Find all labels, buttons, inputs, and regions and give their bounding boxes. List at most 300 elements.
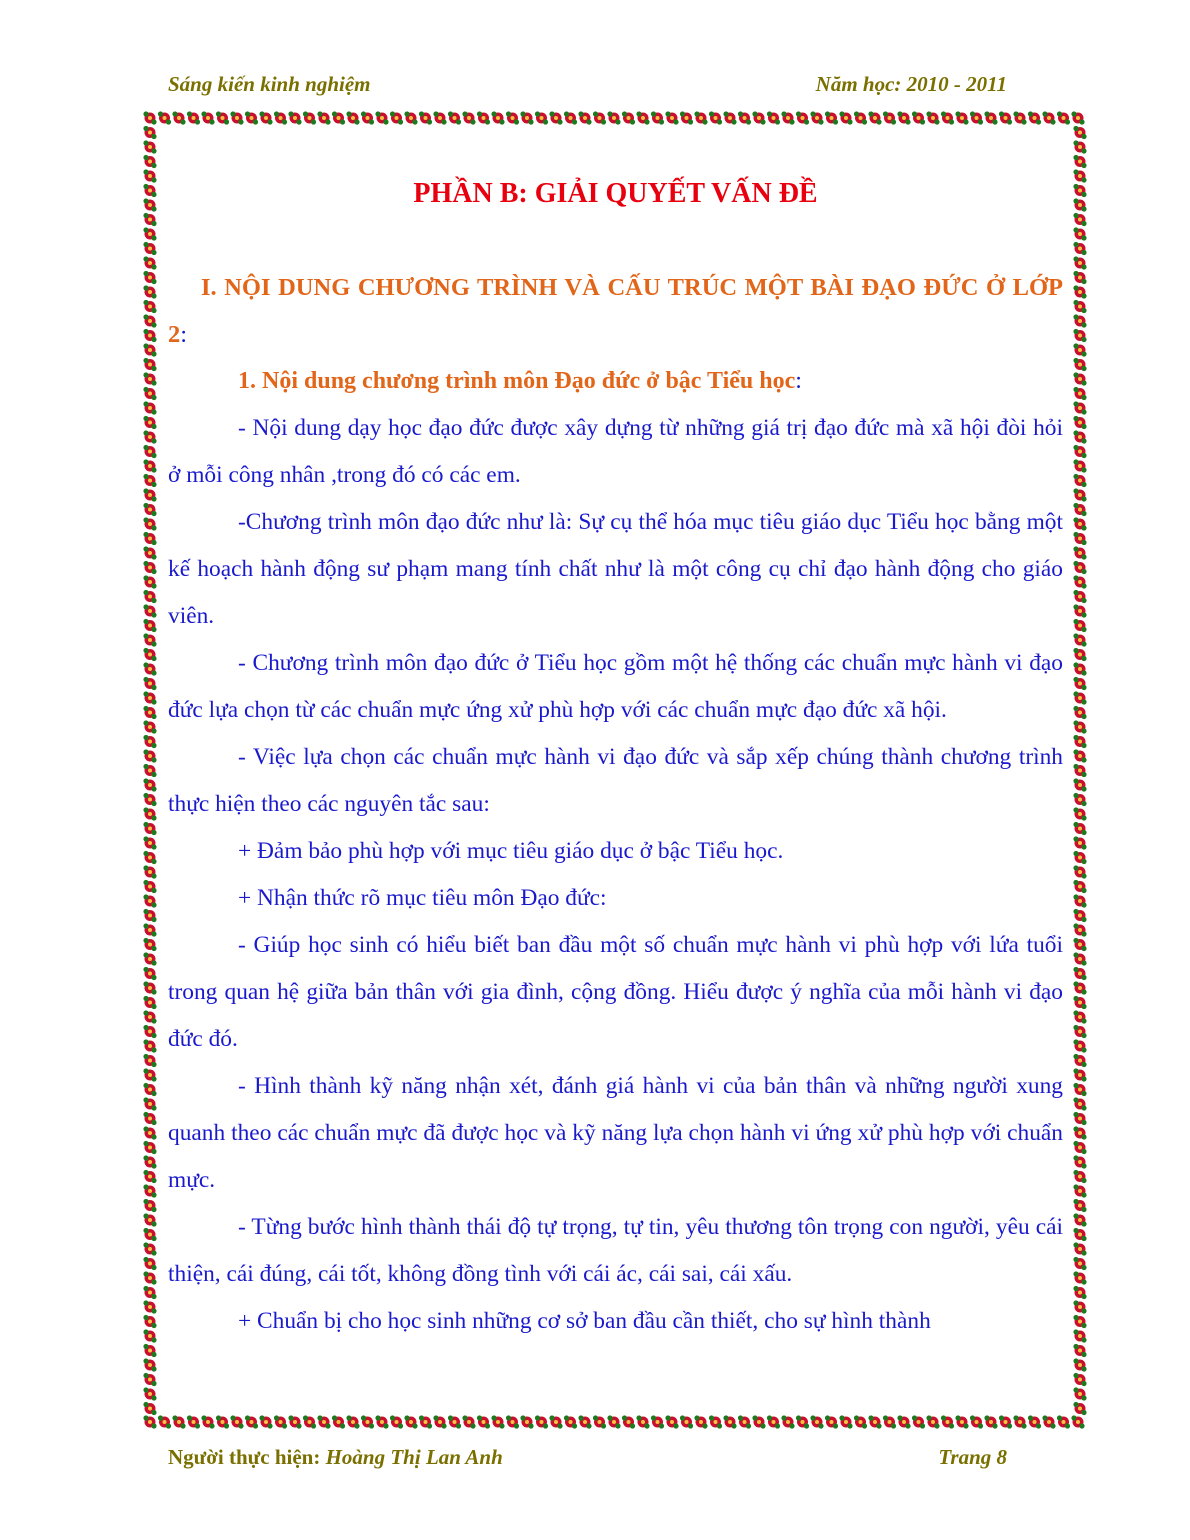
border-flower-ornament xyxy=(1057,1415,1070,1428)
border-flower-ornament xyxy=(143,1329,156,1342)
border-flower-ornament xyxy=(143,865,156,878)
border-flower-ornament xyxy=(143,735,156,748)
border-flower-ornament xyxy=(143,271,156,284)
border-flower-ornament xyxy=(143,459,156,472)
border-flower-ornament xyxy=(839,111,852,124)
border-flower-ornament xyxy=(1073,1141,1086,1154)
border-flower-ornament xyxy=(143,662,156,675)
section-heading-text: I. NỘI DUNG CHƯƠNG TRÌNH VÀ CẤU TRÚC MỘT BÀI ĐẠO ĐỨC Ở LỚP 2 xyxy=(168,274,1063,348)
border-flower-ornament xyxy=(143,691,156,704)
border-flower-ornament xyxy=(1071,1415,1084,1428)
border-flower-ornament xyxy=(1073,1387,1086,1400)
paragraph: - Việc lựa chọn các chuẩn mực hành vi đạo đức và sắp xếp chúng thành chương trình thực hiện theo các nguyên tắc sau: xyxy=(168,744,1063,817)
border-flower-ornament xyxy=(477,1415,490,1428)
border-flower-ornament xyxy=(143,807,156,820)
footer-author-name: Hoàng Thị Lan Anh xyxy=(325,1445,503,1469)
border-flower-ornament xyxy=(404,1415,417,1428)
border-flower-ornament xyxy=(143,720,156,733)
border-flower-ornament xyxy=(143,1155,156,1168)
border-flower-ornament xyxy=(375,1415,388,1428)
border-flower-ornament xyxy=(1073,256,1086,269)
border-flower-ornament xyxy=(143,256,156,269)
border-flower-ornament xyxy=(506,1415,519,1428)
border-flower-ornament xyxy=(201,1415,214,1428)
border-flower-ornament xyxy=(1073,706,1086,719)
border-flower-ornament xyxy=(709,111,722,124)
border-flower-ornament xyxy=(984,1415,997,1428)
border-flower-ornament xyxy=(143,981,156,994)
border-flower-ornament xyxy=(245,1415,258,1428)
paragraph: + Chuẩn bị cho học sinh những cơ sở ban đầu cần thiết, cho sự hình thành xyxy=(238,1308,931,1334)
border-flower-ornament xyxy=(143,1054,156,1067)
border-flower-ornament xyxy=(665,1415,678,1428)
border-flower-ornament xyxy=(187,1415,200,1428)
border-flower-ornament xyxy=(143,1242,156,1255)
border-flower-ornament xyxy=(1073,822,1086,835)
footer-author xyxy=(168,1445,503,1470)
border-flower-ornament xyxy=(1073,546,1086,559)
document-body xyxy=(168,170,1063,1345)
header-right-text: Năm học: 2010 - 2011 xyxy=(815,72,1007,96)
border-flower-ornament xyxy=(1073,1286,1086,1299)
border-flower-ornament xyxy=(1073,517,1086,530)
border-flower-ornament xyxy=(578,1415,591,1428)
border-flower-ornament xyxy=(1073,314,1086,327)
border-flower-ornament xyxy=(636,1415,649,1428)
border-flower-ornament xyxy=(361,111,374,124)
border-flower-ornament xyxy=(143,343,156,356)
border-flower-ornament xyxy=(1073,1010,1086,1023)
border-flower-ornament xyxy=(143,1300,156,1313)
border-flower-ornament xyxy=(897,1415,910,1428)
border-flower-ornament xyxy=(143,1112,156,1125)
border-flower-ornament xyxy=(984,111,997,124)
border-flower-ornament xyxy=(317,1415,330,1428)
border-flower-ornament xyxy=(1073,778,1086,791)
border-flower-ornament xyxy=(143,213,156,226)
border-flower-ornament xyxy=(1073,1155,1086,1168)
border-flower-ornament xyxy=(448,1415,461,1428)
border-flower-ornament xyxy=(1073,459,1086,472)
border-flower-ornament xyxy=(143,1126,156,1139)
border-flower-ornament xyxy=(230,1415,243,1428)
border-flower-ornament xyxy=(143,503,156,516)
border-flower-ornament xyxy=(738,1415,751,1428)
border-flower-ornament xyxy=(955,111,968,124)
border-flower-ornament xyxy=(1073,604,1086,617)
border-flower-ornament xyxy=(970,1415,983,1428)
border-flower-ornament xyxy=(1073,923,1086,936)
border-flower-ornament xyxy=(143,300,156,313)
border-flower-ornament xyxy=(723,1415,736,1428)
border-flower-ornament xyxy=(143,764,156,777)
border-flower-ornament xyxy=(1073,416,1086,429)
border-flower-ornament xyxy=(636,111,649,124)
border-flower-ornament xyxy=(868,1415,881,1428)
border-flower-ornament xyxy=(1073,387,1086,400)
border-flower-ornament xyxy=(912,111,925,124)
border-flower-ornament xyxy=(564,111,577,124)
border-flower-ornament xyxy=(143,1402,156,1415)
border-flower-ornament xyxy=(143,1387,156,1400)
border-flower-ornament xyxy=(1073,430,1086,443)
border-flower-ornament xyxy=(143,677,156,690)
border-flower-ornament xyxy=(854,111,867,124)
border-flower-ornament xyxy=(622,1415,635,1428)
border-flower-ornament xyxy=(433,111,446,124)
border-flower-ornament xyxy=(1073,532,1086,545)
border-flower-ornament xyxy=(143,633,156,646)
border-flower-ornament xyxy=(1028,1415,1041,1428)
border-flower-ornament xyxy=(143,285,156,298)
border-flower-ornament xyxy=(143,445,156,458)
border-flower-ornament xyxy=(506,111,519,124)
border-flower-ornament xyxy=(477,111,490,124)
border-flower-ornament xyxy=(158,111,171,124)
border-flower-ornament xyxy=(1073,445,1086,458)
border-flower-ornament xyxy=(1073,155,1086,168)
border-flower-ornament xyxy=(404,111,417,124)
border-flower-ornament xyxy=(1073,343,1086,356)
border-flower-ornament xyxy=(143,416,156,429)
border-flower-ornament xyxy=(390,1415,403,1428)
border-flower-ornament xyxy=(694,1415,707,1428)
border-flower-ornament xyxy=(433,1415,446,1428)
border-flower-ornament xyxy=(1013,1415,1026,1428)
border-flower-ornament xyxy=(1073,1315,1086,1328)
border-flower-ornament xyxy=(1073,633,1086,646)
border-flower-ornament xyxy=(303,111,316,124)
border-flower-ornament xyxy=(941,111,954,124)
paragraph: - Hình thành kỹ năng nhận xét, đánh giá hành vi của bản thân và những người xung quanh theo các chuẩn mực đã được học và kỹ năng lựa chọn hành vi ứng xử phù hợp với chuẩn mực. xyxy=(168,1073,1063,1193)
border-flower-ornament xyxy=(593,111,606,124)
border-flower-ornament xyxy=(970,111,983,124)
border-flower-ornament xyxy=(1073,227,1086,240)
border-flower-ornament xyxy=(491,111,504,124)
border-flower-ornament xyxy=(1073,996,1086,1009)
border-flower-ornament xyxy=(535,1415,548,1428)
border-flower-ornament xyxy=(230,111,243,124)
border-flower-ornament xyxy=(1073,1228,1086,1241)
border-flower-ornament xyxy=(1073,865,1086,878)
border-flower-ornament xyxy=(1073,372,1086,385)
border-flower-ornament xyxy=(1073,1068,1086,1081)
border-flower-ornament xyxy=(593,1415,606,1428)
border-flower-ornament xyxy=(143,851,156,864)
border-flower-ornament xyxy=(709,1415,722,1428)
border-flower-ornament xyxy=(1073,285,1086,298)
border-flower-ornament xyxy=(1073,401,1086,414)
border-flower-ornament xyxy=(520,1415,533,1428)
border-flower-ornament xyxy=(1073,198,1086,211)
border-flower-ornament xyxy=(143,1097,156,1110)
border-flower-ornament xyxy=(361,1415,374,1428)
border-flower-ornament xyxy=(143,1141,156,1154)
border-flower-ornament xyxy=(1073,894,1086,907)
border-flower-ornament xyxy=(390,111,403,124)
border-flower-ornament xyxy=(143,1199,156,1212)
border-flower-ornament xyxy=(143,126,156,139)
border-flower-ornament xyxy=(723,111,736,124)
border-flower-ornament xyxy=(1073,1300,1086,1313)
border-flower-ornament xyxy=(143,155,156,168)
border-flower-ornament xyxy=(1073,488,1086,501)
subsection-heading xyxy=(168,358,1063,405)
border-flower-ornament xyxy=(143,198,156,211)
border-flower-ornament xyxy=(694,111,707,124)
border-flower-ornament xyxy=(549,1415,562,1428)
border-flower-ornament xyxy=(143,1213,156,1226)
border-flower-ornament xyxy=(143,184,156,197)
border-flower-ornament xyxy=(143,488,156,501)
border-flower-ornament xyxy=(752,111,765,124)
border-flower-ornament xyxy=(1073,329,1086,342)
border-flower-ornament xyxy=(810,1415,823,1428)
border-flower-ornament xyxy=(1073,909,1086,922)
border-flower-ornament xyxy=(1073,836,1086,849)
border-flower-ornament xyxy=(143,909,156,922)
border-flower-ornament xyxy=(143,401,156,414)
border-flower-ornament xyxy=(143,952,156,965)
border-flower-ornament xyxy=(1073,140,1086,153)
border-flower-ornament xyxy=(143,938,156,951)
border-flower-ornament xyxy=(1073,1126,1086,1139)
border-flower-ornament xyxy=(143,1025,156,1038)
border-flower-ornament xyxy=(143,227,156,240)
border-flower-ornament xyxy=(578,111,591,124)
border-flower-ornament xyxy=(143,575,156,588)
border-flower-ornament xyxy=(1073,648,1086,661)
border-flower-ornament xyxy=(1073,242,1086,255)
border-flower-ornament xyxy=(462,1415,475,1428)
border-flower-ornament xyxy=(1071,111,1084,124)
border-flower-ornament xyxy=(1073,169,1086,182)
border-flower-ornament xyxy=(926,111,939,124)
border-flower-ornament xyxy=(143,169,156,182)
paragraph: - Giúp học sinh có hiểu biết ban đầu một số chuẩn mực hành vi phù hợp với lứa tuổi trong quan hệ giữa bản thân với gia đình, cộng đồng. Hiểu được ý nghĩa của mỗi hành vi đạo đức đó. xyxy=(168,932,1063,1052)
border-flower-ornament xyxy=(1073,764,1086,777)
border-flower-ornament xyxy=(549,111,562,124)
border-flower-ornament xyxy=(317,111,330,124)
border-flower-ornament xyxy=(143,1315,156,1328)
border-flower-ornament xyxy=(1073,793,1086,806)
border-flower-ornament xyxy=(1028,111,1041,124)
border-flower-ornament xyxy=(187,111,200,124)
subsection-heading-text: 1. Nội dung chương trình môn Đạo đức ở bậc Tiểu học xyxy=(238,368,796,394)
border-flower-ornament xyxy=(491,1415,504,1428)
border-flower-ornament xyxy=(143,1039,156,1052)
border-flower-ornament xyxy=(839,1415,852,1428)
page-number: Trang 8 xyxy=(938,1445,1007,1469)
border-flower-ornament xyxy=(143,517,156,530)
border-flower-ornament xyxy=(1042,111,1055,124)
border-flower-ornament xyxy=(1073,938,1086,951)
border-flower-ornament xyxy=(883,1415,896,1428)
border-flower-ornament xyxy=(955,1415,968,1428)
border-flower-ornament xyxy=(1073,271,1086,284)
border-flower-ornament xyxy=(143,140,156,153)
border-flower-ornament xyxy=(1073,1097,1086,1110)
border-flower-ornament xyxy=(346,1415,359,1428)
border-flower-ornament xyxy=(883,111,896,124)
border-flower-ornament xyxy=(143,1257,156,1270)
border-flower-ornament xyxy=(143,430,156,443)
border-flower-ornament xyxy=(752,1415,765,1428)
border-flower-ornament xyxy=(216,1415,229,1428)
border-flower-ornament xyxy=(143,387,156,400)
border-flower-ornament xyxy=(651,111,664,124)
border-flower-ornament xyxy=(288,111,301,124)
border-flower-ornament xyxy=(143,778,156,791)
border-flower-ornament xyxy=(143,967,156,980)
border-flower-ornament xyxy=(999,111,1012,124)
border-flower-ornament xyxy=(1057,111,1070,124)
border-flower-ornament xyxy=(1073,1054,1086,1067)
border-flower-ornament xyxy=(143,836,156,849)
border-flower-ornament xyxy=(419,111,432,124)
border-flower-ornament xyxy=(332,1415,345,1428)
border-flower-ornament xyxy=(143,894,156,907)
border-flower-ornament xyxy=(868,111,881,124)
border-flower-ornament xyxy=(143,372,156,385)
border-flower-ornament xyxy=(143,1083,156,1096)
border-flower-ornament xyxy=(143,1344,156,1357)
border-flower-ornament xyxy=(245,111,258,124)
border-flower-ornament xyxy=(143,793,156,806)
header-left-text: Sáng kiến kinh nghiệm xyxy=(168,72,371,96)
border-flower-ornament xyxy=(926,1415,939,1428)
paragraph: + Nhận thức rõ mục tiêu môn Đạo đức: xyxy=(238,885,607,911)
border-flower-ornament xyxy=(143,706,156,719)
border-flower-ornament xyxy=(346,111,359,124)
border-flower-ornament xyxy=(216,111,229,124)
border-flower-ornament xyxy=(912,1415,925,1428)
border-flower-ornament xyxy=(1073,662,1086,675)
border-flower-ornament xyxy=(143,1415,156,1428)
border-flower-ornament xyxy=(1073,1213,1086,1226)
border-flower-ornament xyxy=(825,1415,838,1428)
border-flower-ornament xyxy=(825,111,838,124)
border-flower-ornament xyxy=(158,1415,171,1428)
border-flower-ornament xyxy=(303,1415,316,1428)
border-flower-ornament xyxy=(1073,619,1086,632)
border-flower-ornament xyxy=(941,1415,954,1428)
border-flower-ornament xyxy=(1073,1039,1086,1052)
border-flower-ornament xyxy=(1073,126,1086,139)
border-flower-ornament xyxy=(143,1068,156,1081)
border-flower-ornament xyxy=(796,1415,809,1428)
border-flower-ornament xyxy=(796,111,809,124)
border-flower-ornament xyxy=(143,1170,156,1183)
border-flower-ornament xyxy=(767,111,780,124)
border-flower-ornament xyxy=(680,111,693,124)
border-flower-ornament xyxy=(143,1184,156,1197)
border-flower-ornament xyxy=(651,1415,664,1428)
border-flower-ornament xyxy=(1073,1373,1086,1386)
border-flower-ornament xyxy=(1013,111,1026,124)
border-flower-ornament xyxy=(143,996,156,1009)
border-flower-ornament xyxy=(1073,575,1086,588)
border-flower-ornament xyxy=(1073,358,1086,371)
border-flower-ornament xyxy=(1073,1358,1086,1371)
border-flower-ornament xyxy=(680,1415,693,1428)
border-flower-ornament xyxy=(1042,1415,1055,1428)
border-flower-ornament xyxy=(1073,981,1086,994)
border-flower-ornament xyxy=(781,111,794,124)
border-flower-ornament xyxy=(143,749,156,762)
border-flower-ornament xyxy=(1073,1271,1086,1284)
border-flower-ornament xyxy=(1073,1184,1086,1197)
border-flower-ornament xyxy=(999,1415,1012,1428)
border-flower-ornament xyxy=(201,111,214,124)
border-flower-ornament xyxy=(897,111,910,124)
footer-label: Người thực hiện: xyxy=(168,1445,326,1469)
border-flower-ornament xyxy=(1073,1199,1086,1212)
border-flower-ornament xyxy=(854,1415,867,1428)
border-flower-ornament xyxy=(1073,561,1086,574)
border-flower-ornament xyxy=(375,111,388,124)
border-flower-ornament xyxy=(1073,300,1086,313)
border-flower-ornament xyxy=(1073,691,1086,704)
border-flower-ornament xyxy=(1073,1242,1086,1255)
border-flower-ornament xyxy=(607,1415,620,1428)
border-flower-ornament xyxy=(419,1415,432,1428)
border-flower-ornament xyxy=(1073,1402,1086,1415)
border-flower-ornament xyxy=(462,111,475,124)
border-flower-ornament xyxy=(1073,1257,1086,1270)
border-flower-ornament xyxy=(143,1228,156,1241)
border-flower-ornament xyxy=(143,111,156,124)
border-flower-ornament xyxy=(143,474,156,487)
border-flower-ornament xyxy=(1073,1025,1086,1038)
border-flower-ornament xyxy=(274,111,287,124)
paragraph: - Nội dung dạy học đạo đức được xây dựng từ những giá trị đạo đức mà xã hội đòi hỏi ở mỗi công nhân ,trong đó có các em. xyxy=(168,415,1063,488)
border-flower-ornament xyxy=(143,1358,156,1371)
border-flower-ornament xyxy=(143,561,156,574)
page-title: PHẦN B: GIẢI QUYẾT VẤN ĐỀ xyxy=(413,178,818,209)
border-flower-ornament xyxy=(1073,851,1086,864)
border-flower-ornament xyxy=(1073,807,1086,820)
border-flower-ornament xyxy=(1073,213,1086,226)
border-flower-ornament xyxy=(143,590,156,603)
border-flower-ornament xyxy=(1073,677,1086,690)
border-flower-ornament xyxy=(738,111,751,124)
section-heading xyxy=(168,264,1063,358)
page-footer xyxy=(168,1445,1007,1470)
border-flower-ornament xyxy=(143,648,156,661)
border-flower-ornament xyxy=(622,111,635,124)
paragraph: + Đảm bảo phù hợp với mục tiêu giáo dục ở bậc Tiểu học. xyxy=(238,838,784,864)
border-flower-ornament xyxy=(274,1415,287,1428)
border-flower-ornament xyxy=(1073,503,1086,516)
border-flower-ornament xyxy=(332,111,345,124)
border-flower-ornament xyxy=(143,619,156,632)
border-flower-ornament xyxy=(1073,1329,1086,1342)
border-flower-ornament xyxy=(143,822,156,835)
subsection-heading-colon: : xyxy=(795,368,802,394)
section-heading-colon: : xyxy=(180,321,188,348)
border-flower-ornament xyxy=(259,111,272,124)
border-flower-ornament xyxy=(665,111,678,124)
border-flower-ornament xyxy=(1073,720,1086,733)
border-flower-ornament xyxy=(767,1415,780,1428)
border-flower-ornament xyxy=(143,1286,156,1299)
paragraph: - Từng bước hình thành thái độ tự trọng, tự tin, yêu thương tôn trọng con người, yêu cái thiện, cái đúng, cái tốt, không đồng tình với cái ác, cái sai, cái xấu. xyxy=(168,1214,1063,1287)
border-flower-ornament xyxy=(1073,749,1086,762)
border-flower-ornament xyxy=(1073,1170,1086,1183)
border-flower-ornament xyxy=(143,532,156,545)
border-flower-ornament xyxy=(1073,1344,1086,1357)
